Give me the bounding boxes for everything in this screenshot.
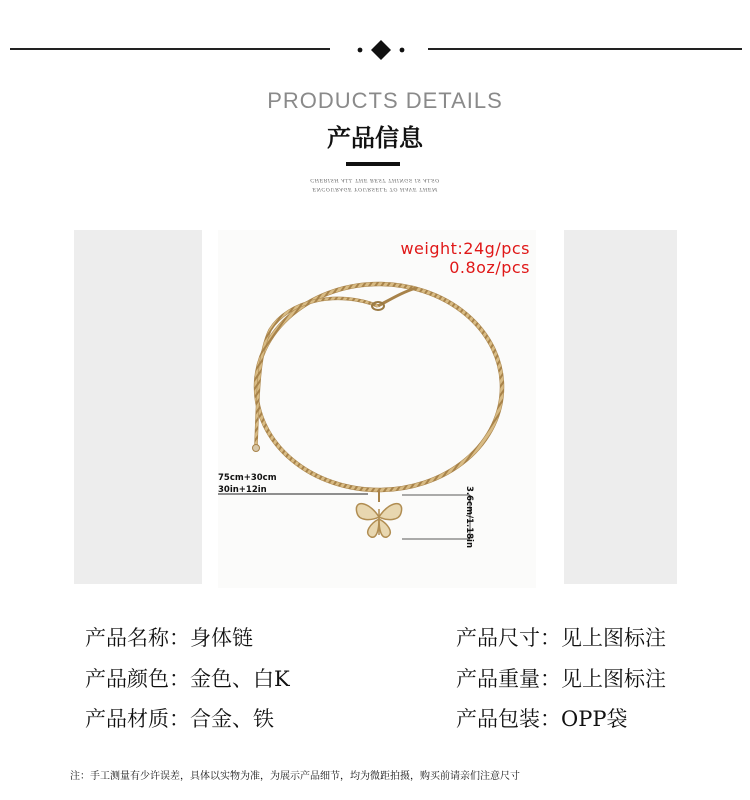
side-panel-left	[74, 230, 202, 584]
divider-left	[10, 48, 330, 50]
tagline-line-1: CHERISH ALL THE BEST THINGS IS ALSO	[310, 177, 440, 183]
tagline-line-2: ENCOURAGE YOURSELF TO HAVE THEM	[312, 186, 438, 192]
body-chain-illustration	[218, 230, 536, 588]
measurement-note: 注：手工测量有少许误差，具体以实物为准，为展示产品细节，均为微距拍摄，购买前请亲们注意尺寸	[70, 771, 520, 782]
pendant-size-label: 3.6cm/1.18in	[464, 486, 474, 548]
spec-product-material: 产品材质：合金、铁	[85, 707, 274, 731]
spec-product-name: 产品名称：身体链	[85, 626, 253, 650]
diamond-ornament-icon	[357, 38, 405, 62]
spec-product-size: 产品尺寸：见上图标注	[456, 626, 666, 650]
page-title-cn: 产品信息	[327, 124, 423, 152]
product-photo	[218, 230, 536, 588]
weight-oz-label: 0.8oz/pcs	[449, 258, 530, 277]
page-title-en: PRODUCTS DETAILS	[267, 88, 503, 113]
divider-right	[428, 48, 742, 50]
length-cm-label: 75cm+30cm	[218, 473, 277, 483]
side-panel-right	[564, 230, 677, 584]
weight-label: weight:24g/pcs	[400, 239, 530, 258]
spec-product-color: 产品颜色：金色、白K	[85, 667, 290, 691]
length-in-label: 30in+12in	[218, 485, 267, 495]
title-underline	[346, 162, 400, 166]
spec-product-weight: 产品重量：见上图标注	[456, 667, 666, 691]
spec-product-packaging: 产品包装：OPP袋	[456, 707, 628, 731]
